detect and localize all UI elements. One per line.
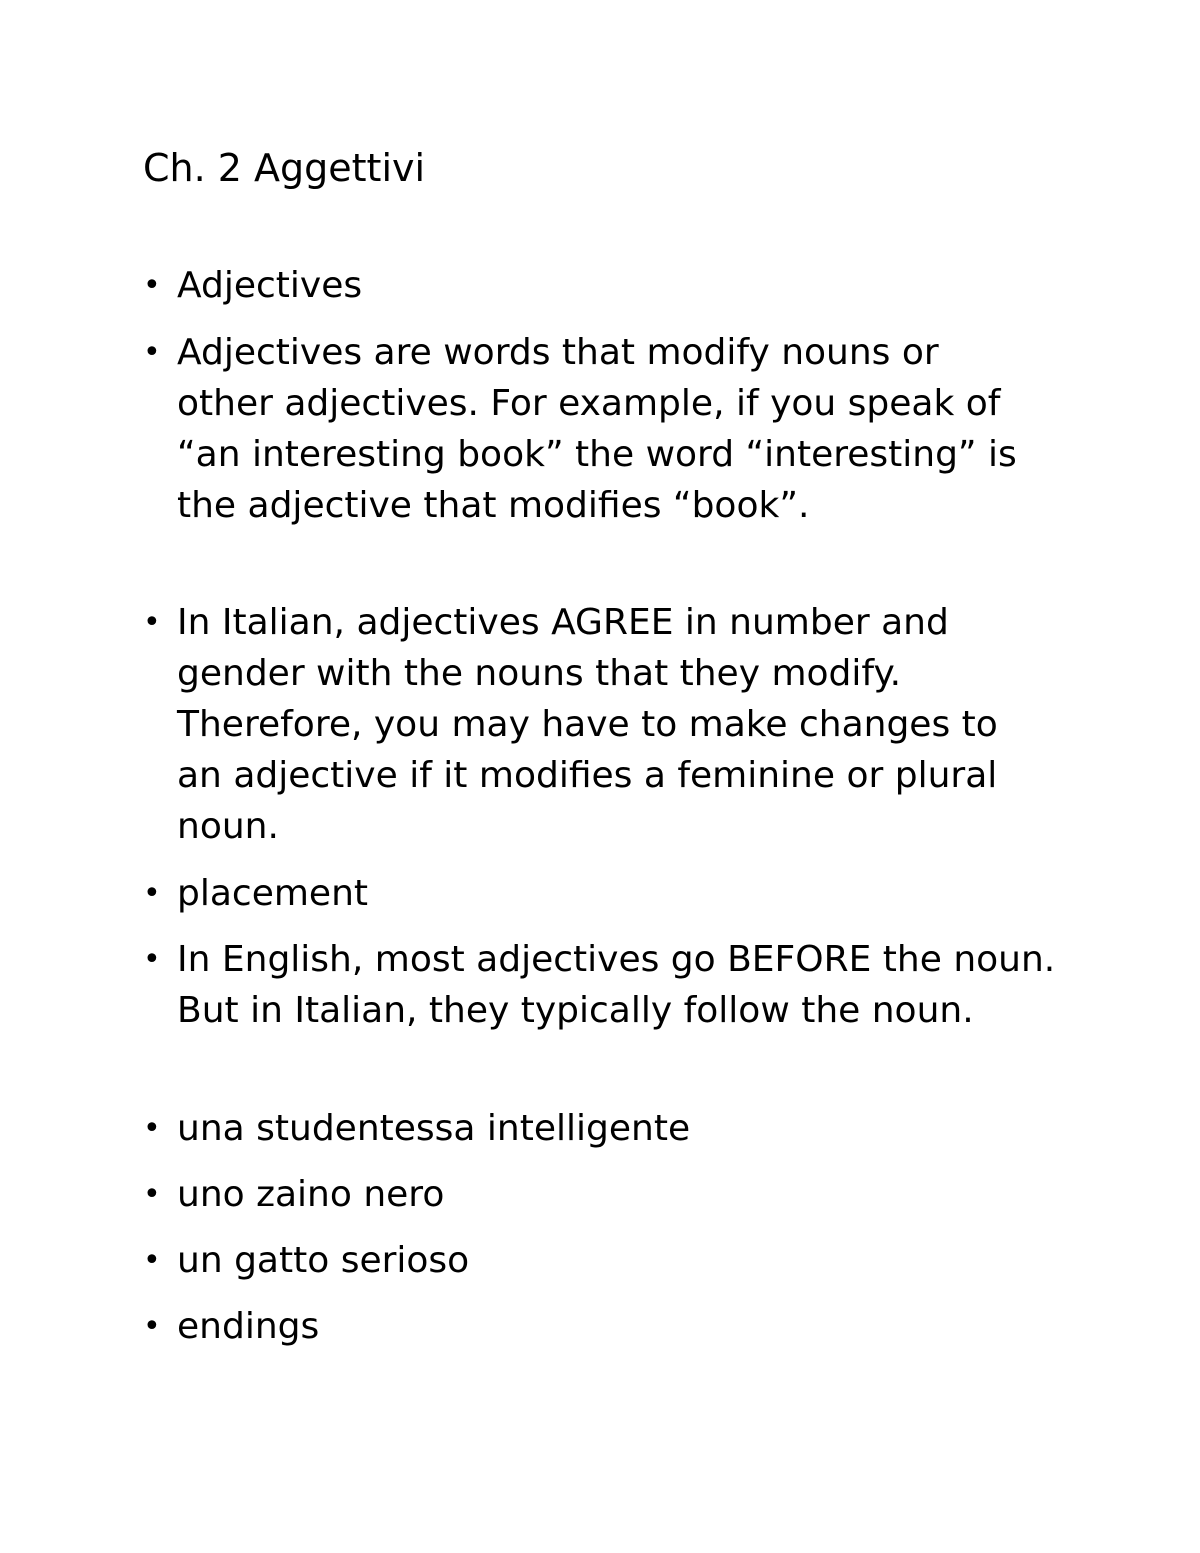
list-item-line: uno zaino nero [177,1174,445,1215]
list-item-definition [143,327,1063,531]
list-item-example-2 [143,1169,1063,1220]
bullet-icon: • [143,942,161,977]
list-item-line: un gatto serioso [177,1240,470,1281]
list-item-line: noun. [177,806,279,847]
list-item-line: the adjective that modifies “book”. [177,485,810,526]
list-item-word-order [143,934,1063,1036]
list-item-placement [143,868,1063,919]
bullet-icon: • [143,1309,161,1344]
list-item-line: Therefore, you may have to make changes to [177,704,998,745]
page-title: Ch. 2 Aggettivi [143,146,426,190]
list-item-line: In Italian, adjectives AGREE in number and [177,602,949,643]
list-item-line: Adjectives are words that modify nouns or [177,332,939,373]
list-item-line: But in Italian, they typically follow the noun. [177,990,974,1031]
bullet-icon: • [143,876,161,911]
list-item-line: “an interesting book” the word “interesting” is [177,434,1017,475]
list-item-adjectives [143,260,1063,311]
bullet-icon: • [143,268,161,303]
list-item-line: other adjectives. For example, if you speak of [177,383,1001,424]
list-item-example-1 [143,1103,1063,1154]
bullet-icon: • [143,335,161,370]
list-item-line: an adjective if it modifies a feminine or plural [177,755,998,796]
bullet-icon: • [143,1177,161,1212]
list-item-agreement [143,597,1063,852]
list-item-endings [143,1301,1063,1352]
list-item-example-3 [143,1235,1063,1286]
list-item-line: Adjectives [177,265,363,306]
list-item-line: gender with the nouns that they modify. [177,653,902,694]
list-item-line: endings [177,1306,320,1347]
list-item-line: placement [177,873,369,914]
list-item-line: una studentessa intelligente [177,1108,691,1149]
bullet-icon: • [143,1243,161,1278]
bullet-icon: • [143,605,161,640]
list-item-line: In English, most adjectives go BEFORE the noun. [177,939,1056,980]
bullet-icon: • [143,1111,161,1146]
